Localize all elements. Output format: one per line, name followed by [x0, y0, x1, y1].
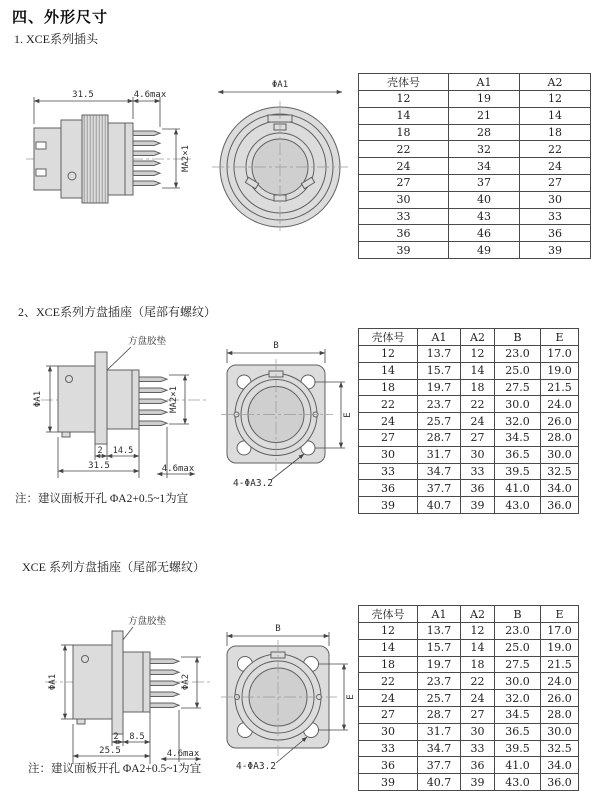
table-cell: 43.0 — [495, 774, 541, 791]
table-cell: 40.7 — [418, 774, 461, 791]
section3-note: 注：建议面板开孔 ΦA2+0.5~1为宜 — [28, 763, 202, 775]
table-cell: 24 — [520, 158, 591, 175]
dim-rear-diameter: ΦA2 — [181, 673, 191, 691]
table-row — [359, 346, 579, 363]
dim-body-length: 31.5 — [88, 461, 110, 471]
mounting-holes-callout: 4-ΦA3.2 — [232, 478, 274, 489]
table-cell: 24.0 — [541, 396, 579, 413]
column-header: A1 — [418, 329, 461, 346]
table-cell: 40 — [449, 191, 520, 208]
table-cell: 30.0 — [541, 723, 579, 740]
table-cell: 36 — [520, 225, 591, 242]
table-row — [359, 656, 579, 673]
table-cell: 33 — [359, 463, 418, 480]
column-header: A2 — [461, 329, 495, 346]
table-cell: 27 — [520, 174, 591, 191]
socket-pins — [139, 377, 167, 426]
socket-threaded-dimensions-table — [358, 328, 579, 514]
table-row — [359, 446, 579, 463]
table-cell: 19.0 — [541, 362, 579, 379]
table-cell: 26.0 — [541, 413, 579, 430]
table-cell: 34.5 — [495, 706, 541, 723]
plug-pins — [133, 131, 160, 186]
table-cell: 22 — [461, 673, 495, 690]
table-cell: 27.5 — [495, 379, 541, 396]
gasket-label: 方盘胶垫 — [127, 617, 167, 627]
table-cell: 27 — [461, 706, 495, 723]
table-cell: 36 — [359, 480, 418, 497]
table-cell: 21 — [449, 107, 520, 124]
table-cell: 23.7 — [418, 673, 461, 690]
section1-heading: 1. XCE系列插头 — [14, 32, 99, 46]
table-cell: 12 — [359, 346, 418, 363]
table-cell: 24 — [461, 413, 495, 430]
table-cell: 39 — [461, 774, 495, 791]
dim-tail-length: 8.5 — [129, 732, 145, 742]
table-row — [359, 396, 579, 413]
table-row — [359, 379, 579, 396]
table-cell: 18 — [461, 656, 495, 673]
table-cell: 24.0 — [541, 673, 579, 690]
table-cell: 18 — [520, 124, 591, 141]
table-cell: 22 — [359, 396, 418, 413]
table-cell: 41.0 — [495, 480, 541, 497]
table-cell: 17.0 — [541, 623, 579, 640]
socket-threaded-side-view-drawing — [15, 332, 220, 494]
table-cell: 31.7 — [418, 723, 461, 740]
table-cell: 18 — [359, 656, 418, 673]
dim-hole-spacing: E — [346, 694, 356, 700]
table-cell: 34 — [449, 158, 520, 175]
dim-pin-length: 4.6max — [161, 464, 195, 474]
table-cell: 37 — [449, 174, 520, 191]
mounting-holes-callout: 4-ΦA3.2 — [235, 761, 277, 772]
coupling-ring-knurl — [82, 115, 108, 203]
table-cell: 24 — [359, 690, 418, 707]
socket-unthreaded-front-view-drawing — [214, 616, 362, 794]
table-row — [359, 242, 591, 259]
table-cell: 34.7 — [418, 463, 461, 480]
table-cell: 14 — [359, 639, 418, 656]
column-header: 壳体号 — [359, 329, 418, 346]
dim-thread: MA2×1 — [169, 385, 179, 414]
table-cell: 24 — [359, 158, 449, 175]
table-row — [359, 639, 579, 656]
table-row — [359, 429, 579, 446]
table-cell: 36 — [359, 757, 418, 774]
table-cell: 34.0 — [541, 480, 579, 497]
table-row — [359, 757, 579, 774]
table-cell: 33 — [461, 740, 495, 757]
table-cell: 33 — [520, 208, 591, 225]
table-cell: 34.7 — [418, 740, 461, 757]
table-cell: 23.0 — [495, 623, 541, 640]
table-cell: 15.7 — [418, 362, 461, 379]
table-cell: 32.5 — [541, 740, 579, 757]
table-cell: 28.7 — [418, 429, 461, 446]
table-cell: 18 — [461, 379, 495, 396]
table-cell: 30 — [359, 446, 418, 463]
table-cell: 39.5 — [495, 463, 541, 480]
table-cell: 19.7 — [418, 656, 461, 673]
table-cell: 36 — [359, 225, 449, 242]
table-row — [359, 191, 591, 208]
table-cell: 28.0 — [541, 706, 579, 723]
column-header: E — [541, 329, 579, 346]
square-flange — [112, 631, 123, 734]
socket-pins — [150, 659, 179, 708]
table-cell: 12 — [520, 91, 591, 108]
table-cell: 30 — [359, 723, 418, 740]
table-cell: 36.5 — [495, 723, 541, 740]
table-cell: 36 — [461, 480, 495, 497]
plug-side-view-drawing — [26, 86, 196, 214]
table-row — [359, 107, 591, 124]
table-cell: 33 — [359, 208, 449, 225]
table-row — [359, 706, 579, 723]
table-cell: 14 — [461, 639, 495, 656]
table-cell: 22 — [520, 141, 591, 158]
plug-front-view-drawing — [208, 76, 352, 234]
table-cell: 13.7 — [418, 623, 461, 640]
gasket-label: 方盘胶垫 — [127, 337, 167, 347]
table-cell: 40.7 — [418, 497, 461, 514]
table-header-row — [359, 74, 591, 91]
table-cell: 46 — [449, 225, 520, 242]
table-cell: 30.0 — [495, 396, 541, 413]
table-cell: 33 — [461, 463, 495, 480]
table-cell: 33 — [359, 740, 418, 757]
table-cell: 37.7 — [418, 480, 461, 497]
table-cell: 25.0 — [495, 639, 541, 656]
table-row — [359, 413, 579, 430]
dim-flange-thickness: 2 — [113, 732, 119, 742]
table-cell: 22 — [359, 673, 418, 690]
dim-pin-length: 4.6max — [133, 90, 167, 100]
table-cell: 24 — [461, 690, 495, 707]
table-cell: 24 — [359, 413, 418, 430]
table-row — [359, 673, 579, 690]
table-cell: 30 — [520, 191, 591, 208]
table-cell: 26.0 — [541, 690, 579, 707]
table-cell: 27 — [461, 429, 495, 446]
plug-dimensions-table — [358, 73, 591, 259]
table-row — [359, 225, 591, 242]
dim-body-length: 25.5 — [99, 746, 121, 756]
table-cell: 39 — [520, 242, 591, 259]
dim-flange-thickness: 2 — [97, 446, 103, 456]
table-cell: 25.0 — [495, 362, 541, 379]
table-cell: 23.7 — [418, 396, 461, 413]
table-cell: 39 — [359, 242, 449, 259]
column-header: B — [495, 606, 541, 623]
table-cell: 36.5 — [495, 446, 541, 463]
dim-flange-width: B — [275, 624, 281, 634]
table-row — [359, 623, 579, 640]
table-cell: 30.0 — [495, 673, 541, 690]
dim-body-length: 31.5 — [72, 90, 94, 100]
column-header: A1 — [449, 74, 520, 91]
table-cell: 27 — [359, 706, 418, 723]
table-cell: 28.7 — [418, 706, 461, 723]
table-cell: 32.0 — [495, 413, 541, 430]
table-cell: 34.5 — [495, 429, 541, 446]
table-cell: 30 — [461, 723, 495, 740]
dim-tail-length: 14.5 — [112, 446, 134, 456]
dim-shell-diameter: ΦA1 — [48, 673, 58, 691]
table-cell: 43.0 — [495, 497, 541, 514]
table-cell: 41.0 — [495, 757, 541, 774]
table-header-row — [359, 329, 579, 346]
column-header: A1 — [418, 606, 461, 623]
table-row — [359, 141, 591, 158]
table-cell: 25.7 — [418, 413, 461, 430]
table-cell: 23.0 — [495, 346, 541, 363]
column-header: 壳体号 — [359, 606, 418, 623]
table-row — [359, 174, 591, 191]
plug-body — [34, 115, 133, 203]
table-row — [359, 480, 579, 497]
table-cell: 36.0 — [541, 774, 579, 791]
table-cell: 32.5 — [541, 463, 579, 480]
socket-threaded-front-view-drawing — [213, 333, 353, 495]
table-cell: 19 — [449, 91, 520, 108]
table-row — [359, 774, 579, 791]
table-cell: 30.0 — [541, 446, 579, 463]
table-cell: 43 — [449, 208, 520, 225]
dim-flange-width: B — [273, 341, 279, 351]
table-cell: 12 — [359, 91, 449, 108]
table-cell: 14 — [461, 362, 495, 379]
table-row — [359, 740, 579, 757]
table-cell: 49 — [449, 242, 520, 259]
table-cell: 36 — [461, 757, 495, 774]
dim-front-diameter: ΦA1 — [271, 80, 289, 90]
table-cell: 27.5 — [495, 656, 541, 673]
table-cell: 28.0 — [541, 429, 579, 446]
table-cell: 27 — [359, 429, 418, 446]
section3-heading: XCE 系列方盘插座（尾部无螺纹） — [22, 560, 206, 574]
socket-unthreaded-dimensions-table — [358, 605, 579, 791]
column-header: 壳体号 — [359, 74, 449, 91]
table-cell: 30 — [359, 191, 449, 208]
table-cell: 12 — [359, 623, 418, 640]
table-cell: 39 — [359, 774, 418, 791]
section2-heading: 2、XCE系列方盘插座（尾部有螺纹） — [18, 305, 217, 319]
table-cell: 32 — [449, 141, 520, 158]
column-header: A2 — [461, 606, 495, 623]
table-cell: 19.7 — [418, 379, 461, 396]
table-cell: 15.7 — [418, 639, 461, 656]
table-cell: 25.7 — [418, 690, 461, 707]
dim-thread: MA2×1 — [181, 144, 191, 173]
table-cell: 14 — [359, 107, 449, 124]
column-header: A2 — [520, 74, 591, 91]
dim-shell-diameter: ΦA1 — [33, 390, 43, 408]
dim-pin-length: 4.6max — [166, 749, 200, 759]
table-cell: 21.5 — [541, 656, 579, 673]
table-cell: 14 — [359, 362, 418, 379]
table-row — [359, 463, 579, 480]
table-row — [359, 124, 591, 141]
table-cell: 22 — [359, 141, 449, 158]
page-title: 四、外形尺寸 — [12, 9, 109, 26]
table-cell: 34.0 — [541, 757, 579, 774]
table-cell: 21.5 — [541, 379, 579, 396]
column-header: B — [495, 329, 541, 346]
table-cell: 36.0 — [541, 497, 579, 514]
table-cell: 28 — [449, 124, 520, 141]
table-cell: 22 — [461, 396, 495, 413]
table-row — [359, 497, 579, 514]
socket-body — [58, 352, 139, 444]
table-cell: 39.5 — [495, 740, 541, 757]
dim-hole-spacing: E — [343, 412, 353, 418]
table-cell: 12 — [461, 346, 495, 363]
table-row — [359, 91, 591, 108]
table-row — [359, 723, 579, 740]
table-cell: 39 — [461, 497, 495, 514]
table-cell: 18 — [359, 379, 418, 396]
table-cell: 17.0 — [541, 346, 579, 363]
square-flange — [95, 352, 107, 444]
table-row — [359, 690, 579, 707]
table-cell: 13.7 — [418, 346, 461, 363]
section2-note: 注：建议面板开孔 ΦA2+0.5~1为宜 — [15, 493, 189, 505]
table-cell: 12 — [461, 623, 495, 640]
socket-body — [73, 631, 150, 734]
table-header-row — [359, 606, 579, 623]
table-row — [359, 158, 591, 175]
table-cell: 27 — [359, 174, 449, 191]
column-header: E — [541, 606, 579, 623]
table-cell: 18 — [359, 124, 449, 141]
table-cell: 31.7 — [418, 446, 461, 463]
table-row — [359, 362, 579, 379]
table-row — [359, 208, 591, 225]
table-cell: 19.0 — [541, 639, 579, 656]
table-cell: 39 — [359, 497, 418, 514]
table-cell: 32.0 — [495, 690, 541, 707]
table-cell: 37.7 — [418, 757, 461, 774]
table-cell: 30 — [461, 446, 495, 463]
table-cell: 14 — [520, 107, 591, 124]
